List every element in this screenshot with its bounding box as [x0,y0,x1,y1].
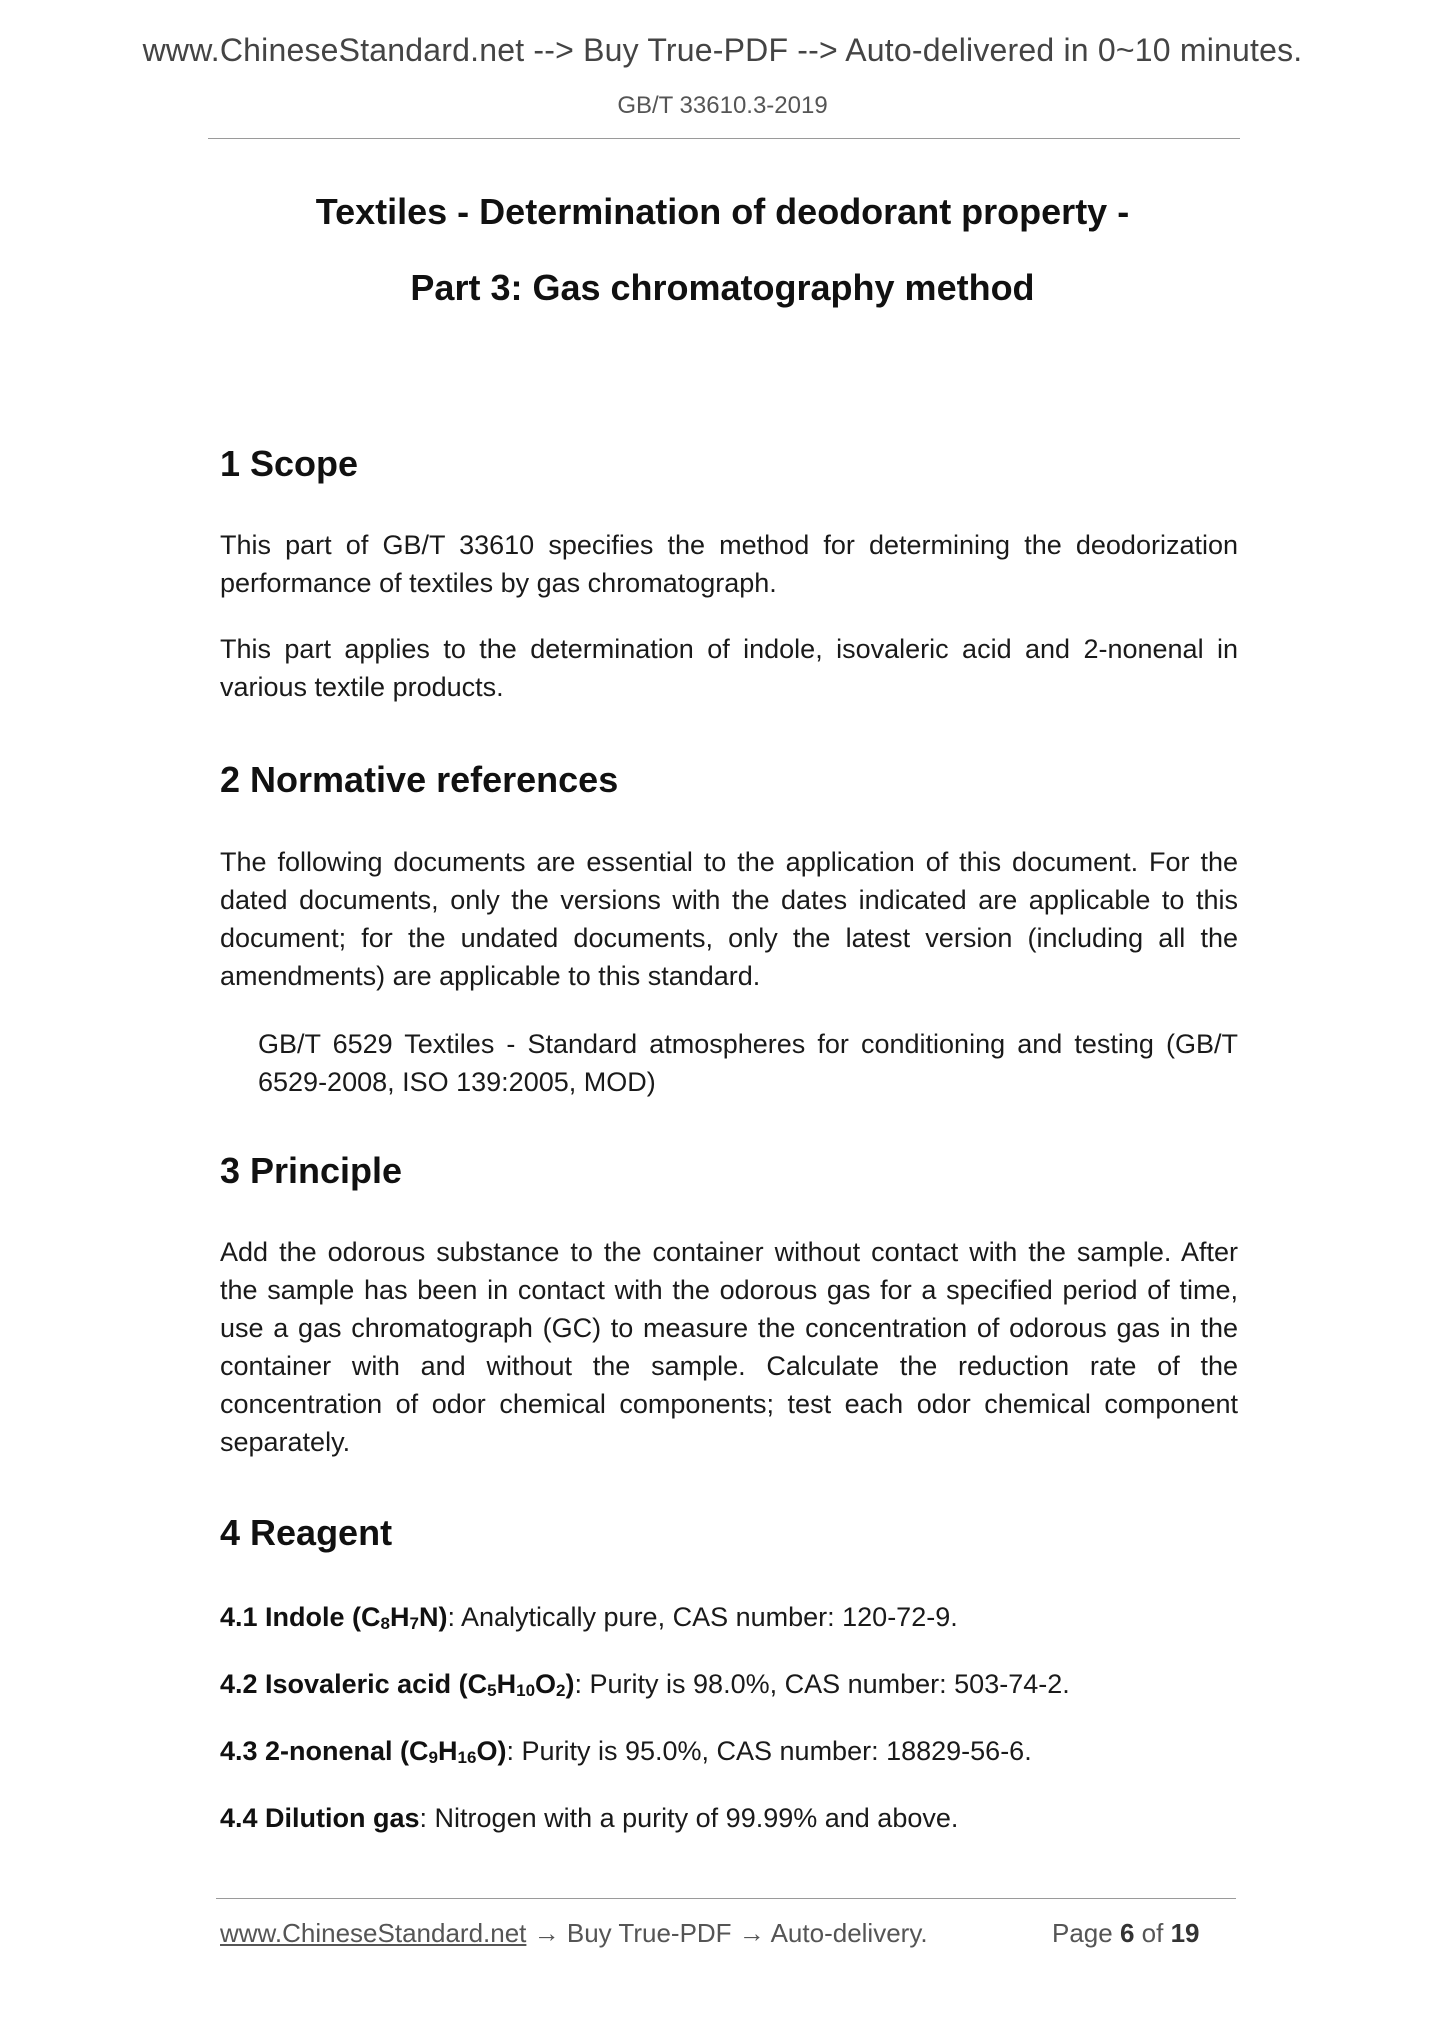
reagent-item-2-nonenal [220,1732,1238,1770]
header-divider [208,138,1240,139]
section-heading-scope: 1 Scope [220,443,359,484]
reagent-text: : Purity is 98.0%, CAS number: 503-74-2. [574,1669,1070,1699]
document-code: GB/T 33610.3-2019 [617,92,828,119]
normative-paragraph: The following documents are essential to the application of this document. For the dated documents, only the versions with the dates indicated are applicable to this document; for the undated documents, only the latest version (including all the amendments) are applicable to this standard. [220,847,1238,991]
footer-links [220,1918,928,1949]
of-word: of [1141,1918,1164,1948]
reagent-text: : Analytically pure, CAS number: 120-72-9. [447,1602,958,1632]
total-pages-number: 19 [1170,1918,1200,1948]
reagent-label: 4.2 Isovaleric acid $(C_5H_{10}O_2)$ [220,1669,575,1700]
reagent-item-isovaleric-acid [220,1665,1238,1703]
scope-paragraph-1: This part of GB/T 33610 specifies the method for determining the deodorization performance of textiles by gas chromatograph. [220,530,1238,598]
normative-reference-item: GB/T 6529 Textiles - Standard atmospheres for conditioning and testing (GB/T 6529-2008, ISO 139:2005, MOD) [258,1029,1238,1097]
reagent-text: : Purity is 95.0%, CAS number: 18829-56-6. [506,1736,1032,1766]
page-word: Page [1052,1918,1113,1948]
document-title [0,184,1445,336]
section-heading-principle: 3 Principle [220,1150,403,1191]
arrow-right-icon: → [526,1918,567,1948]
principle-paragraph: Add the odorous substance to the container without contact with the sample. After the sample has been in contact with the odorous gas for a specified period of time, use a gas chromatograph (GC) to measure the concentration of odorous gas in the container with and without the sample. Calculate the reduction rate of the concentration of odor chemical components; test each odor chemical component separately. [220,1237,1238,1457]
section-heading-reagent: 4 Reagent [220,1512,393,1553]
scope-paragraph-2: This part applies to the determination of indole, isovaleric acid and 2-nonenal in various textile products. [220,634,1238,702]
reagent-label: 4.3 2-nonenal $(C_9H_{16}O)$ [220,1736,507,1767]
current-page-number: 6 [1119,1918,1135,1948]
reagent-item-dilution-gas [220,1799,1238,1837]
footer-divider [216,1898,1236,1899]
arrow-right-icon: → [731,1918,771,1948]
document-body [220,440,1238,1837]
title-line-1: Textiles - Determination of deodorant property - [315,191,1130,232]
reagent-item-indole [220,1598,1238,1636]
section-heading-normative-references: 2 Normative references [220,759,619,800]
footer-delivery-text: Auto-delivery. [770,1918,928,1948]
title-line-2: Part 3: Gas chromatography method [410,267,1035,308]
footer-buy-text: Buy True-PDF [566,1918,732,1948]
top-banner: www.ChineseStandard.net --> Buy True-PDF --> Auto-delivered in 0~10 minutes. [142,32,1303,68]
reagent-label: 4.4 Dilution gas [220,1803,420,1833]
reagent-text: : Nitrogen with a purity of 99.99% and above. [419,1803,959,1833]
footer-site-link[interactable]: www.ChineseStandard.net [220,1918,527,1948]
page-indicator [1052,1918,1200,1949]
reagent-label: 4.1 Indole $(C_8H_7N)$ [220,1602,448,1633]
